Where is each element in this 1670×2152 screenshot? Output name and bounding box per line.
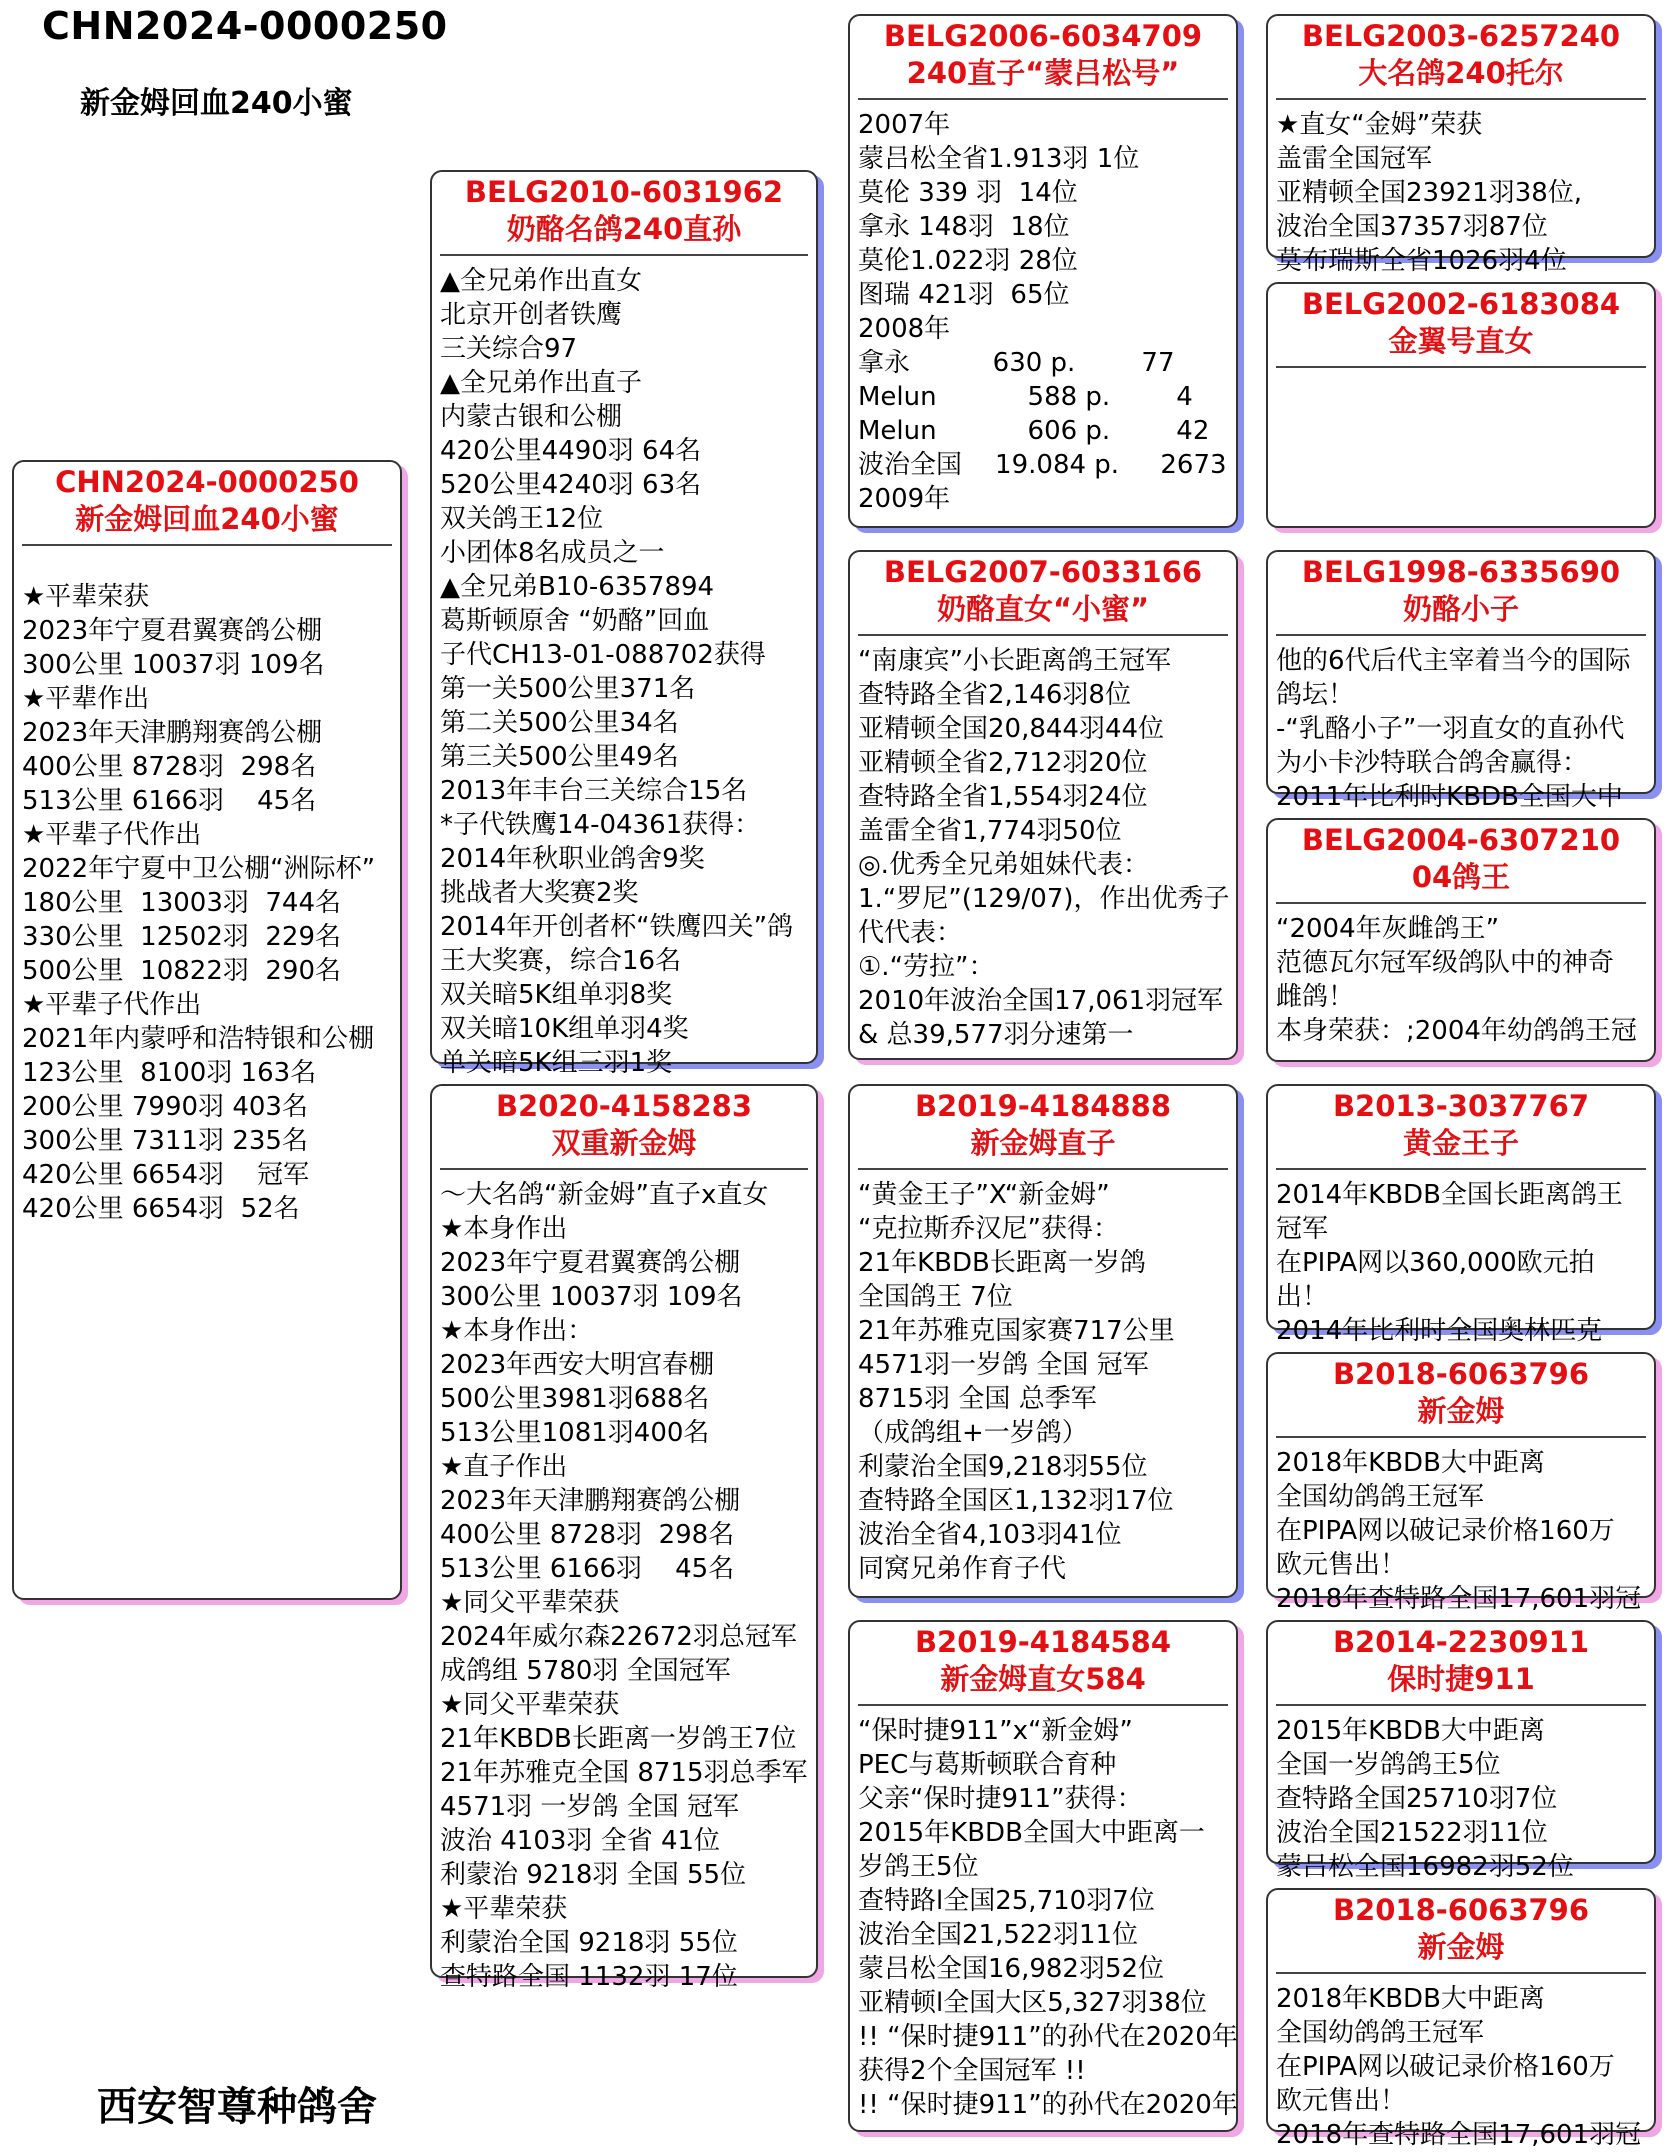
record-line: 8715羽 全国 总季军 xyxy=(858,1384,1097,1414)
card-header xyxy=(850,1622,1236,1698)
record-line: 王大奖赛，综合16名 xyxy=(440,946,682,976)
record-line: 欧元售出！ xyxy=(1276,2086,1407,2116)
record-line: 双关鸽王12位 xyxy=(440,504,604,534)
record-line: 欧元售出！ xyxy=(1276,1550,1407,1580)
bird-title: 奶酪名鸽240直孙 xyxy=(506,212,742,246)
ring-number: BELG2003-6257240 xyxy=(1301,19,1621,53)
record-line: “2004年灰雌鸽王” xyxy=(1276,914,1500,944)
record-line: 利蒙治全国 9218羽 55位 xyxy=(440,1928,738,1958)
record-line: 代代表： xyxy=(858,918,963,948)
record-line: 第三关500公里49名 xyxy=(440,742,679,772)
card-ggp-1 xyxy=(1266,14,1656,276)
card-header xyxy=(850,552,1236,628)
record-line: 2023年西安大明宫春棚 xyxy=(440,1350,715,1380)
card-sire-sire xyxy=(848,14,1238,528)
record-line: 180公里 13003羽 744名 xyxy=(22,888,342,918)
record-line: 波治全国21522羽11位 xyxy=(1276,1818,1548,1848)
record-line: 420公里 6654羽 52名 xyxy=(22,1194,300,1224)
bird-title: 大名鸽240托尔 xyxy=(1358,56,1564,90)
ring-number: BELG2004-6307210 xyxy=(1301,823,1621,857)
card-body xyxy=(1268,636,1654,814)
record-line: ◎.优秀全兄弟姐妹代表： xyxy=(858,850,1149,880)
record-line: 21年苏雅克国家赛717公里 xyxy=(858,1316,1175,1346)
record-line: ★同父平辈荣获 xyxy=(440,1588,620,1618)
card-header xyxy=(432,1086,816,1162)
record-line: 查特路l全国25,710羽7位 xyxy=(858,1886,1155,1916)
pedigree-bird-name: 新金姆回血240小蜜 xyxy=(80,86,353,121)
record-line: “黄金王子”X“新金姆” xyxy=(858,1180,1110,1210)
record-line: 21年苏雅克全国 8715羽总季军 xyxy=(440,1758,808,1788)
record-line: 本身荣获：;2004年幼鸽鸽王冠 xyxy=(1276,1016,1637,1046)
record-line: 亚精顿全省2,712羽20位 xyxy=(858,748,1148,778)
record-line: 查特路全省1,554羽24位 xyxy=(858,782,1148,812)
record-line: 全国一岁鸽鸽王5位 xyxy=(1276,1750,1501,1780)
record-line: 内蒙古银和公棚 xyxy=(440,402,623,432)
record-line: 父亲“保时捷911”获得： xyxy=(858,1784,1143,1814)
record-line: 利蒙治 9218羽 全国 55位 xyxy=(440,1860,747,1890)
card-header xyxy=(1268,1354,1654,1430)
record-line: 波治 4103羽 全省 41位 xyxy=(440,1826,721,1856)
card-ggp-3 xyxy=(1266,550,1656,812)
bird-title: 奶酪小子 xyxy=(1402,592,1519,626)
record-line: 2014年秋职业鸽舍9奖 xyxy=(440,844,705,874)
record-line: 出！ xyxy=(1276,1282,1329,1312)
record-line: 成鸽组 5780羽 全国冠军 xyxy=(440,1656,731,1686)
card-ggp-7 xyxy=(1266,1620,1656,1882)
record-line: 蒙吕松全国16,982羽52位 xyxy=(858,1954,1165,1984)
record-line: 520公里4240羽 63名 xyxy=(440,470,702,500)
record-line: PEC与葛斯顿联合育种 xyxy=(858,1750,1117,1780)
record-line: 他的6代后代主宰着当今的国际 xyxy=(1276,646,1631,676)
card-body xyxy=(850,636,1236,1052)
ring-number: BELG2006-6034709 xyxy=(883,19,1203,53)
record-line: 全国幼鸽鸽王冠军 xyxy=(1276,2018,1485,2048)
record-line: 子代CH13-01-088702获得 xyxy=(440,640,766,670)
record-line: 全国鸽王 7位 xyxy=(858,1282,1013,1312)
ring-number: BELG2007-6033166 xyxy=(883,555,1203,589)
record-line: 小团体8名成员之一 xyxy=(440,538,665,568)
record-line: 2018年KBDB大中距离 xyxy=(1276,1448,1545,1478)
record-line: Melun 588 p. 4 xyxy=(858,382,1193,412)
bird-title: 双重新金姆 xyxy=(551,1126,697,1160)
record-line: 513公里 6166羽 45名 xyxy=(440,1554,735,1584)
record-line: 双关暗5K组单羽8奖 xyxy=(440,980,673,1010)
record-line: 在PIPA网以破记录价格160万 xyxy=(1276,1516,1615,1546)
record-line: 岁鸽王5位 xyxy=(858,1852,979,1882)
record-line: ★平辈作出 xyxy=(22,684,150,714)
record-line: 蒙吕松全国16982羽52位 xyxy=(1276,1852,1574,1882)
record-line: 2018年KBDB大中距离 xyxy=(1276,1984,1545,2014)
record-line: 500公里3981羽688名 xyxy=(440,1384,710,1414)
record-line: 冠军 xyxy=(1276,1214,1329,1244)
record-line: 2010年波治全国17,061羽冠军 xyxy=(858,986,1224,1016)
record-line: 21年KBDB长距离一岁鸽王7位 xyxy=(440,1724,797,1754)
record-line: 2023年宁夏君翼赛鸽公棚 xyxy=(440,1248,741,1278)
record-line: “保时捷911”x“新金姆” xyxy=(858,1716,1133,1746)
card-header xyxy=(1268,1086,1654,1162)
record-line: 2018年查特路全国17,601羽冠 xyxy=(1276,1584,1642,1614)
card-body xyxy=(850,1706,1236,2122)
card-body xyxy=(1268,1170,1654,1348)
record-line: “南康宾”小长距离鸽王冠军 xyxy=(858,646,1171,676)
record-line: 2014年开创者杯“铁鹰四关”鸽 xyxy=(440,912,794,942)
record-line: -“乳酪小子”一羽直女的直孙代 xyxy=(1276,714,1625,744)
card-header xyxy=(1268,820,1654,896)
record-line: 513公里1081羽400名 xyxy=(440,1418,710,1448)
record-line: 莫伦 339 羽 14位 xyxy=(858,178,1078,208)
record-line: ～大名鸽“新金姆”直子x直女 xyxy=(440,1180,769,1210)
record-line: 2022年宁夏中卫公棚“洲际杯” xyxy=(22,854,376,884)
record-line: ▲全兄弟作出直子 xyxy=(440,368,642,398)
record-line: 波治全国21,522羽11位 xyxy=(858,1920,1139,1950)
record-line: 亚精顿l全国大区5,327羽38位 xyxy=(858,1988,1207,2018)
card-body xyxy=(14,546,400,1226)
card-sire-dam xyxy=(848,550,1238,1060)
record-line: 300公里 10037羽 109名 xyxy=(22,650,325,680)
ring-number: BELG1998-6335690 xyxy=(1301,555,1621,589)
record-line: 盖雷全省1,774羽50位 xyxy=(858,816,1122,846)
card-sire xyxy=(430,170,818,1078)
card-ggp-6 xyxy=(1266,1352,1656,1614)
record-line: 三关综合97 xyxy=(440,334,578,364)
record-line: 葛斯顿原舍 “奶酪”回血 xyxy=(440,606,710,636)
card-dam-sire xyxy=(848,1084,1238,1598)
record-line: 雌鸽！ xyxy=(1276,982,1355,1012)
record-line: 利蒙治全国9,218羽55位 xyxy=(858,1452,1148,1482)
record-line: 2015年KBDB全国大中距离一 xyxy=(858,1818,1205,1848)
record-line: 在PIPA网以360,000欧元拍 xyxy=(1276,1248,1595,1278)
record-line: 在PIPA网以破记录价格160万 xyxy=(1276,2052,1615,2082)
card-body xyxy=(850,100,1236,516)
record-line: 蒙吕松全省1.913羽 1位 xyxy=(858,144,1140,174)
record-line: 全国幼鸽鸽王冠军 xyxy=(1276,1482,1485,1512)
record-line: （成鸽组+一岁鸽） xyxy=(858,1418,1088,1448)
record-line: ★直女“金姆”荣获 xyxy=(1276,110,1483,140)
record-line: 挑战者大奖赛2奖 xyxy=(440,878,639,908)
card-body xyxy=(1268,100,1654,278)
record-line: ▲全兄弟作出直女 xyxy=(440,266,642,296)
card-ggp-2 xyxy=(1266,282,1656,528)
record-line: ①.“劳拉”： xyxy=(858,952,995,982)
record-line: 莫布瑞斯全省1026羽4位 xyxy=(1276,246,1567,276)
record-line: 盖雷全国冠军 xyxy=(1276,144,1433,174)
card-body xyxy=(1268,1438,1654,1616)
record-line: 1.“罗尼”(129/07)，作出优秀子 xyxy=(858,884,1230,914)
record-line: ★本身作出 xyxy=(440,1214,568,1244)
record-line: 波治全省4,103羽41位 xyxy=(858,1520,1122,1550)
record-line: 513公里 6166羽 45名 xyxy=(22,786,317,816)
bird-title: 新金姆 xyxy=(1417,1394,1505,1428)
card-header xyxy=(1268,16,1654,92)
ring-number: B2020-4158283 xyxy=(495,1089,753,1123)
card-header xyxy=(1268,1890,1654,1966)
card-body xyxy=(850,1170,1236,1586)
pedigree-ring-number: CHN2024-0000250 xyxy=(42,4,448,48)
record-line: & 总39,577羽分速第一 xyxy=(858,1020,1134,1050)
card-dam-dam xyxy=(848,1620,1238,2132)
record-line: 同窝兄弟作育子代 xyxy=(858,1554,1067,1584)
bird-title: 金翼号直女 xyxy=(1388,324,1534,358)
record-line: 为小卡沙特联合鸽舍赢得： xyxy=(1276,748,1589,778)
record-line: 拿永 148羽 18位 xyxy=(858,212,1070,242)
ring-number: BELG2002-6183084 xyxy=(1301,287,1621,321)
record-line: ★平辈子代作出 xyxy=(22,990,202,1020)
bird-title: 新金姆回血240小蜜 xyxy=(75,502,339,536)
record-line: ▲全兄弟B10-6357894 xyxy=(440,572,715,602)
record-line: 400公里 8728羽 298名 xyxy=(440,1520,735,1550)
ring-number: B2019-4184888 xyxy=(914,1089,1172,1123)
card-header xyxy=(1268,1622,1654,1698)
record-line: ★同父平辈荣获 xyxy=(440,1690,620,1720)
record-line: 双关暗10K组单羽4奖 xyxy=(440,1014,689,1044)
record-line: 300公里 7311羽 235名 xyxy=(22,1126,308,1156)
record-line: 获得2个全国冠军 !! xyxy=(858,2056,1086,2086)
record-line: 420公里4490羽 64名 xyxy=(440,436,702,466)
card-ggp-8 xyxy=(1266,1888,1656,2150)
record-line: 200公里 7990羽 403名 xyxy=(22,1092,308,1122)
card-header xyxy=(850,1086,1236,1162)
card-body xyxy=(432,1170,816,1994)
record-line: 400公里 8728羽 298名 xyxy=(22,752,317,782)
ring-number: B2013-3037767 xyxy=(1332,1089,1590,1123)
record-line: 2014年KBDB全国长距离鸽王 xyxy=(1276,1180,1623,1210)
record-line: 2014年比利时全国奥林匹克 xyxy=(1276,1316,1603,1346)
record-line: 拿永 630 p. 77 xyxy=(858,348,1175,378)
record-line: 4571羽 一岁鸽 全国 冠军 xyxy=(440,1792,739,1822)
card-header xyxy=(850,16,1236,92)
ring-number: B2018-6063796 xyxy=(1332,1357,1590,1391)
bird-title: 新金姆直子 xyxy=(970,1126,1116,1160)
card-body xyxy=(1268,904,1654,1048)
loft-name: 西安智尊种鸽舍 xyxy=(97,2084,377,2130)
record-line: !! “保时捷911”的孙代在2020年 xyxy=(858,2022,1238,2052)
record-line: 420公里 6654羽 冠军 xyxy=(22,1160,310,1190)
record-line: 第二关500公里34名 xyxy=(440,708,679,738)
record-line: 21年KBDB长距离一岁鸽 xyxy=(858,1248,1146,1278)
record-line: 123公里 8100羽 163名 xyxy=(22,1058,317,1088)
record-line: 2023年宁夏君翼赛鸽公棚 xyxy=(22,616,323,646)
record-line: 2009年 xyxy=(858,484,951,514)
record-line: 2008年 xyxy=(858,314,951,344)
record-line: 波治全国37357羽87位 xyxy=(1276,212,1548,242)
record-line: 图瑞 421羽 65位 xyxy=(858,280,1070,310)
record-line: 2011年比利时KBDB全国大中 xyxy=(1276,782,1623,812)
record-line: 2024年威尔森22672羽总冠军 xyxy=(440,1622,797,1652)
bird-title: 04鸽王 xyxy=(1411,860,1511,894)
bird-title: 黄金王子 xyxy=(1402,1126,1519,1160)
card-ggp-4 xyxy=(1266,818,1656,1062)
record-line: Melun 606 p. 42 xyxy=(858,416,1210,446)
bird-title: 保时捷911 xyxy=(1387,1662,1535,1696)
record-line: 波治全国 19.084 p. 2673 xyxy=(858,450,1227,480)
record-line: 2018年查特路全国17,601羽冠 xyxy=(1276,2120,1642,2150)
record-line: 第一关500公里371名 xyxy=(440,674,696,704)
ring-number: B2018-6063796 xyxy=(1332,1893,1590,1927)
record-line: 查特路全省2,146羽8位 xyxy=(858,680,1131,710)
record-line: 2015年KBDB大中距离 xyxy=(1276,1716,1545,1746)
record-line: 2023年天津鹏翔赛鸽公棚 xyxy=(440,1486,741,1516)
record-line: 查特路全国25710羽7位 xyxy=(1276,1784,1558,1814)
record-line: 莫伦1.022羽 28位 xyxy=(858,246,1078,276)
ring-number: CHN2024-0000250 xyxy=(55,465,359,499)
record-line: 330公里 12502羽 229名 xyxy=(22,922,342,952)
record-line: 2007年 xyxy=(858,110,951,140)
record-line: 范德瓦尔冠军级鸽队中的神奇 xyxy=(1276,948,1615,978)
record-line: 鸽坛！ xyxy=(1276,680,1355,710)
card-ggp-5 xyxy=(1266,1084,1656,1346)
record-line: ★本身作出： xyxy=(440,1316,594,1346)
card-header xyxy=(1268,284,1654,360)
ring-number: B2019-4184584 xyxy=(914,1625,1172,1659)
record-line: 4571羽一岁鸽 全国 冠军 xyxy=(858,1350,1149,1380)
card-subject xyxy=(12,460,402,1600)
record-line: 2021年内蒙呼和浩特银和公棚 xyxy=(22,1024,375,1054)
record-line: !! “保时捷911”的孙代在2020年 xyxy=(858,2090,1238,2120)
record-line: 查特路全国区1,132羽17位 xyxy=(858,1486,1174,1516)
record-line: 查特路全国 1132羽 17位 xyxy=(440,1962,738,1992)
record-line: ★平辈子代作出 xyxy=(22,820,202,850)
card-dam xyxy=(430,1084,818,1992)
ring-number: BELG2010-6031962 xyxy=(464,175,784,209)
card-header xyxy=(14,462,400,538)
bird-title: 240直子“蒙吕松号” xyxy=(906,56,1180,90)
record-line: 500公里 10822羽 290名 xyxy=(22,956,342,986)
record-line: ★平辈荣获 xyxy=(440,1894,568,1924)
record-line: “克拉斯乔汉尼”获得： xyxy=(858,1214,1119,1244)
card-body xyxy=(432,256,816,1080)
record-line: 亚精顿全国23921羽38位, xyxy=(1276,178,1583,208)
bird-title: 新金姆直女584 xyxy=(940,1662,1146,1696)
record-line: ★直子作出 xyxy=(440,1452,568,1482)
record-line: 2013年丰台三关综合15名 xyxy=(440,776,748,806)
card-header xyxy=(432,172,816,248)
record-line: 2023年天津鹏翔赛鸽公棚 xyxy=(22,718,323,748)
bird-title: 奶酪直女“小蜜” xyxy=(936,592,1150,626)
card-body xyxy=(1268,1974,1654,2152)
bird-title: 新金姆 xyxy=(1417,1930,1505,1964)
record-line: 300公里 10037羽 109名 xyxy=(440,1282,743,1312)
record-line: 单关暗5K组三羽1奖 xyxy=(440,1048,673,1078)
record-line: 亚精顿全国20,844羽44位 xyxy=(858,714,1165,744)
ring-number: B2014-2230911 xyxy=(1332,1625,1590,1659)
card-body xyxy=(1268,1706,1654,1884)
record-line: *子代铁鹰14-04361获得： xyxy=(440,810,761,840)
card-body xyxy=(1268,368,1654,376)
record-line: 北京开创者铁鹰 xyxy=(440,300,623,330)
card-header xyxy=(1268,552,1654,628)
record-line: ★平辈荣获 xyxy=(22,582,150,612)
